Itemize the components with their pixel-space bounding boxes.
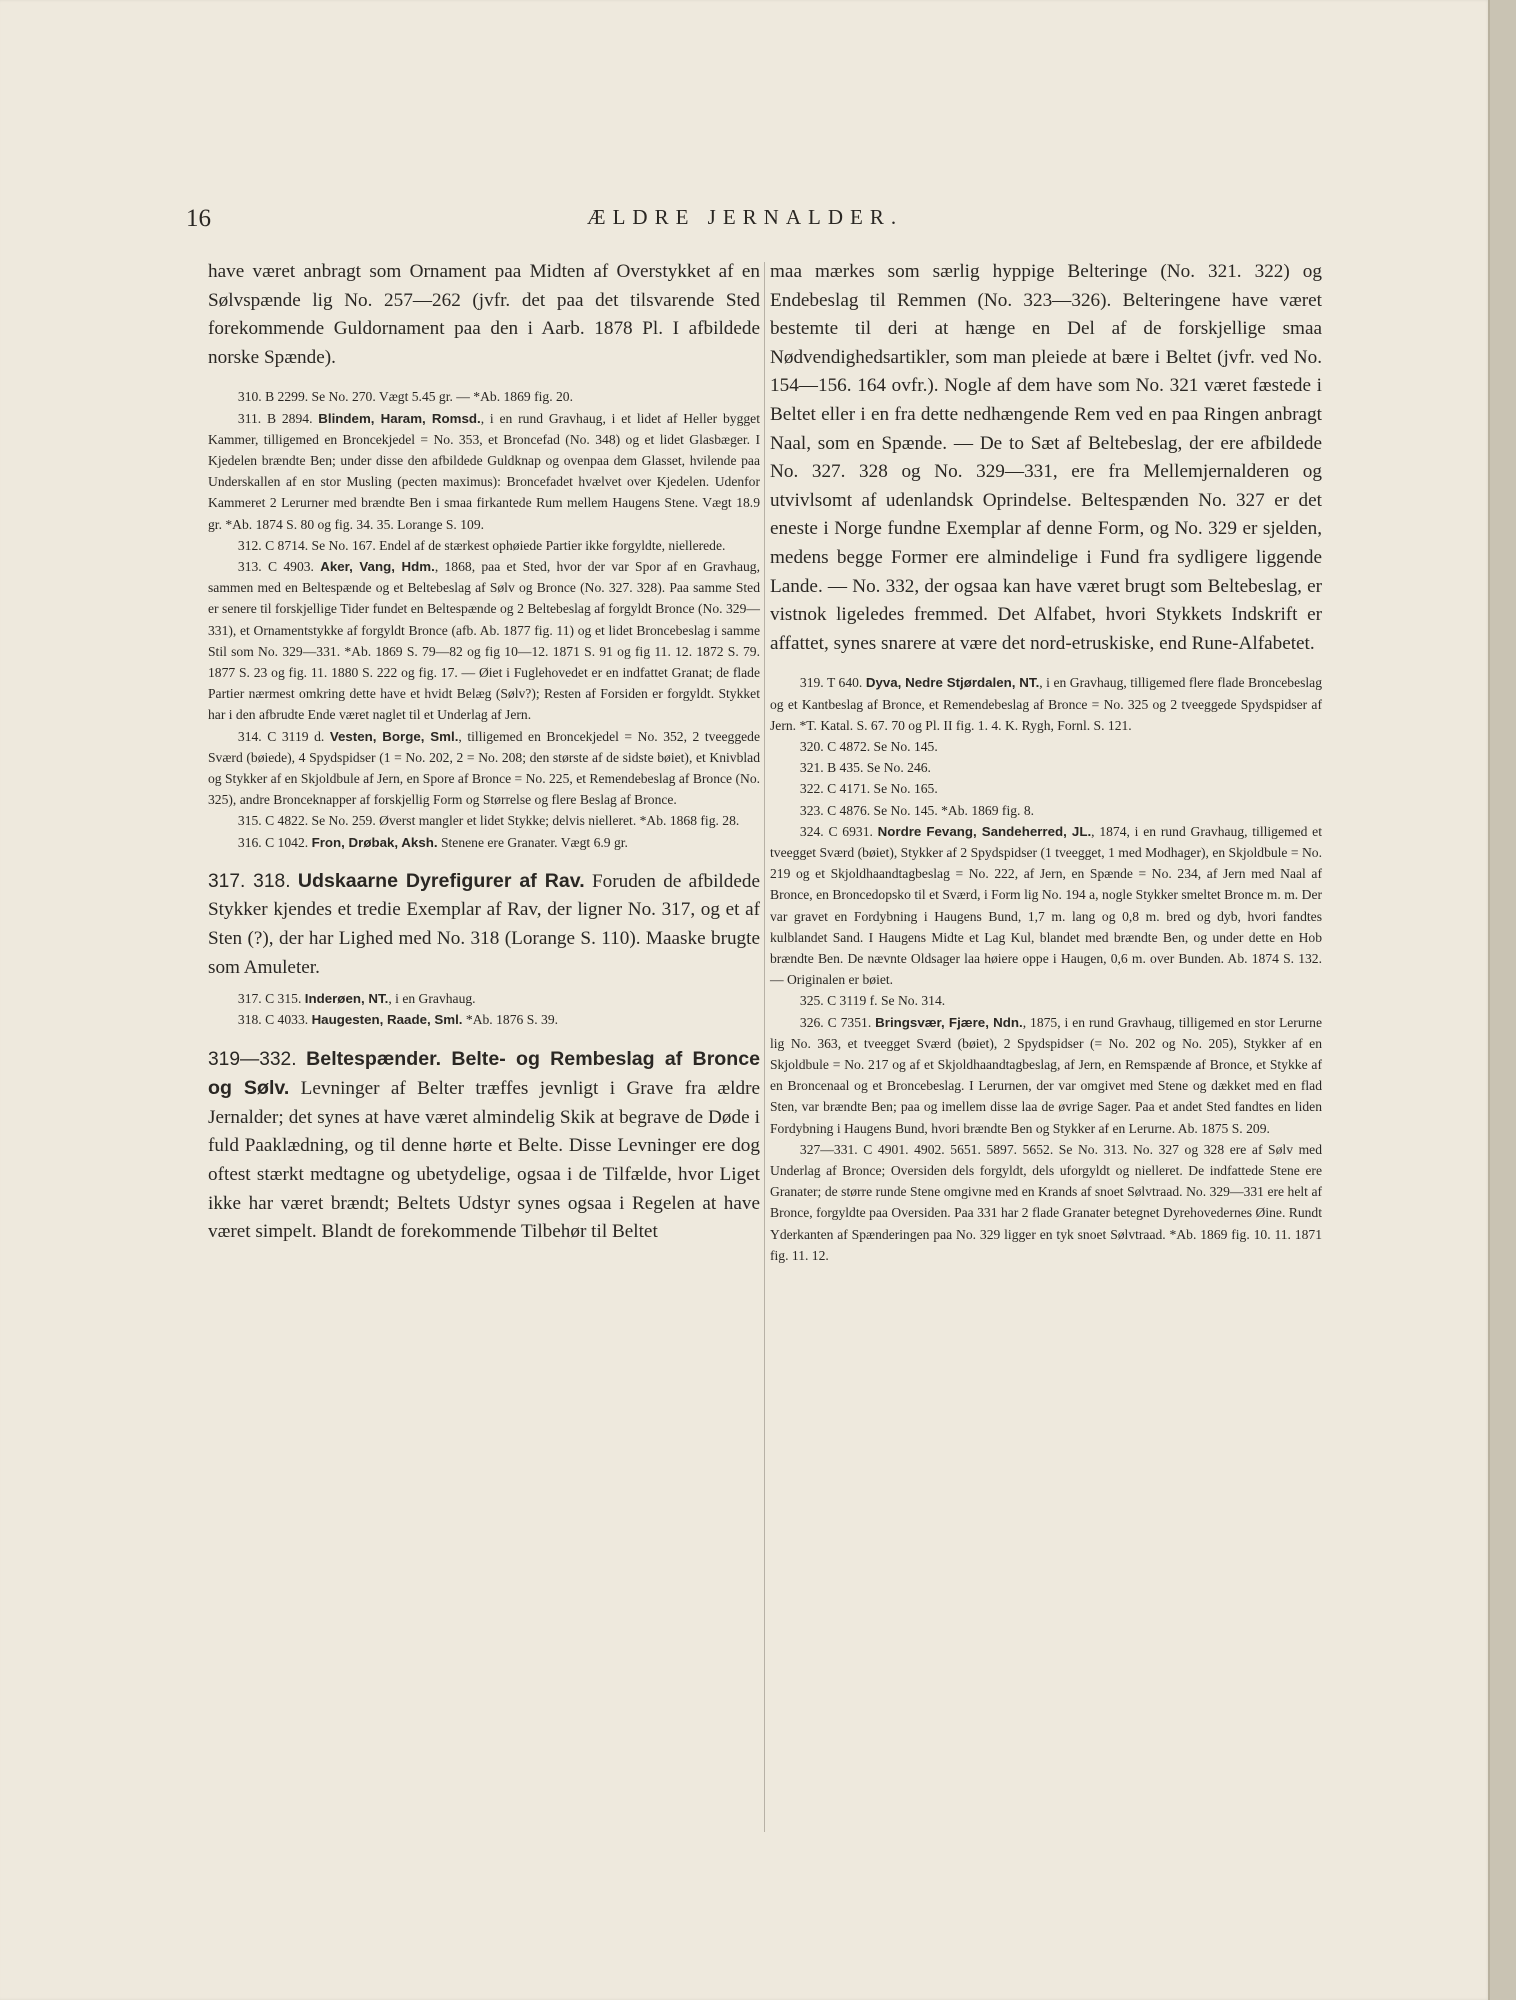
running-title: ÆLDRE JERNALDER.: [586, 205, 904, 229]
page-header: [180, 205, 1310, 239]
entry-312: 312. C 8714. Se No. 167. Endel af de stærkest ophøiede Partier ikke forgyldte, niellerede.: [237, 537, 726, 553]
section-number: 319—332.: [208, 1048, 297, 1070]
find-location: Vesten, Borge, Sml.: [329, 728, 459, 744]
find-location: Dyva, Nedre Stjørdalen, NT.: [865, 675, 1040, 691]
find-location: Blindem, Haram, Romsd.: [318, 410, 481, 426]
section-title: Udskaarne Dyrefigurer af Rav.: [297, 869, 585, 892]
entry-315: 315. C 4822. Se No. 259. Øverst mangler et lidet Stykke; delvis nielleret. *Ab. 1868 fig. 28.: [237, 813, 740, 829]
right-column: [770, 258, 1322, 1266]
find-location: Bringsvær, Fjære, Ndn.: [875, 1014, 1023, 1030]
entry-321: 321. B 435. Se No. 246.: [799, 760, 931, 776]
find-location: Nordre Fevang, Sandeherred, JL.: [877, 823, 1092, 839]
page-number: 16: [186, 205, 211, 232]
entry-323: 323. C 4876. Se No. 145. *Ab. 1869 fig. 8.: [799, 802, 1035, 818]
left-column: [208, 258, 760, 1247]
entry-320: 320. C 4872. Se No. 145.: [799, 738, 938, 754]
entry-319: 319. T 640. Dyva, Nedre Stjørdalen, NT., i en Gravhaug, tilligemed flere flade Broncebeslag og et Kantbeslag af Bronce, et Remendebeslag af Bronce = No. 325 og 2 tveeggede Spydspidser af Jern. *T. Katal. S. 67. 70 og Pl. II fig. 1. 4. K. Rygh, Fornl. S. 121.: [770, 675, 1322, 733]
entry-317: 317. C 315. Inderøen, NT., i en Gravhaug.: [237, 991, 476, 1007]
section-317-318: 317. 318. Udskaarne Dyrefigurer af Rav. Foruden de afbildede Stykker kjendes et tredie Exemplar af Rav, der ligner No. 317, og et af Sten (?), der har Lighed med No. 318 (Lorange S. 110). Maaske brugte som Amuleter.: [208, 869, 760, 978]
section-319-332: 319—332. Beltespænder. Belte- og Rembeslag af Bronce og Sølv. Levninger af Belter træffes jevnligt i Grave fra ældre Jernalder; det synes at have været almindelig Skik at begrave de Døde i fuld Paaklædning, og til denne hørte et Belte. Disse Levninger ere dog oftest stærkt medtagne og ubetydelige, ogsaa i de Tilfælde, hvor Liget ikke har været brændt; Beltets Udstyr synes ogsaa i Regelen at have været simpelt. Blandt de forekommende Tilbehør til Beltet: [208, 1047, 761, 1243]
entry-325: 325. C 3119 f. Se No. 314.: [799, 993, 946, 1009]
entry-313: 313. C 4903. Aker, Vang, Hdm., 1868, paa et Sted, hvor der var Spor af en Gravhaug, sammen med en Beltespænde og et Beltebeslag af Sølv og Bronce (No. 327. 328). Paa samme Sted er senere til forskjellige Tider fundet en Beltespænde og 2 Beltebeslag af forgyldt Bronce (No. 329—331), et Ornamentstykke af forgyldt Bronce (afb. Ab. 1877 fig. 11) og et lidet Broncebeslag i samme Stil som No. 329—331. *Ab. 1869 S. 79—82 og fig 10—12. 1871 S. 91 og fig 11. 12. 1872 S. 79. 1877 S. 23 og fig. 11. 1880 S. 222 og fig. 17. — Øiet i Fuglehovedet er en indfattet Granat; de flade Partier nærmest omkring dette have et hvidt Belæg (Sølv?); Resten af Forsiden er forgyldt. Stykket har i den afbrudte Ende været naglet til et Underlag af Jern.: [208, 559, 760, 723]
section-title: Beltespænder. Belte- og Rembeslag af Bronce og Sølv.: [208, 1047, 761, 1100]
entry-326: 326. C 7351. Bringsvær, Fjære, Ndn., 1875, i en rund Gravhaug, tilligemed en stor Lerurne lig No. 363, et tveegget Sværd (bøiet), 2 Spydspidser (= No. 202 og No. 205), Stykker af en Skjoldbule = No. 217 og af et Skjoldhaandtagbeslag, af Jern, en Remspænde af Bronce, et Stykke af en Broncenaal og et Broncebeslag. I Lerurnen, der var omgivet med Stene og dækket med en flad Sten, var brændte Ben; paa og imellem disse laa de øvrige Sager. Paa et andet Sted fandtes en liden Fordybning i Haugens Bund, hvori brændte Ben og Stykker af en Lerurne. Ab. 1875 S. 209.: [770, 1014, 1322, 1136]
find-location: Fron, Drøbak, Aksh.: [311, 834, 438, 850]
find-location: Aker, Vang, Hdm.: [320, 559, 435, 574]
entry-324: 324. C 6931. Nordre Fevang, Sandeherred, JL., 1874, i en rund Gravhaug, tilligemed et tveegget Sværd (bøiet), Stykker af 2 Spydspidser (1 tveegget, 1 med Modhager), en Skjoldbule = No. 219 og et Skjoldhaandtagbeslag = No. 222, af Jern, en Spænde = No. 234, af Jern med Naal af Bronce, en Broncedopsko til et Sværd, i Form lig No. 194 a, nogle Stykker smeltet Bronce m. m. Der var gravet en Fordybning i Haugens Bund, 1,7 m. lang og 0,8 m. bred og dyb, hvori fandtes kulblandet Sand. I Haugens Midte et Lag Kul, blandet med brændte Ben, og under dette en Hob brændte Ben. De nævnte Oldsager laa høiere oppe i Haugen, 0,6 m. over Bunden. Ab. 1874 S. 132. — Originalen er bøiet.: [770, 823, 1322, 988]
entry-311: 311. B 2894. Blindem, Haram, Romsd., i en rund Gravhaug, i et lidet af Heller bygget Kammer, tilligemed en Broncekjedel = No. 353, et Broncefad (No. 348) og et lidet Glasbæger. I Kjedelen brændte Ben; under disse den afbildede Guldknap og ovenpaa dem Glasset, hvilende paa Underskallen af en stor Musling (pecten maximus): Broncefadet hvælvet over Kjedelen. Udenfor Kammeret 2 Lerurner med brændte Ben i smaa firkantede Rum mellem Haugens Stene. Vægt 18.9 gr. *Ab. 1874 S. 80 og fig. 34. 35. Lorange S. 109.: [208, 410, 760, 532]
page-edge: [1490, 0, 1516, 2000]
paragraph: have været anbragt som Ornament paa Midten af Overstykket af en Sølvspænde lig No. 257—262 (jvfr. det paa det tilsvarende Sted forekommende Guldornament paa den i Aarb. 1878 Pl. I afbildede norske Spænde).: [208, 261, 760, 368]
paragraph: maa mærkes som særlig hyppige Belteringe (No. 321. 322) og Endebeslag til Remmen (No. 323—326). Belteringene have været bestemte til deri at hænge en Del af de forskjellige smaa Nødvendighedsartikler, som man pleiede at bære i Beltet (jvfr. ved No. 154—156. 164 ovfr.). Nogle af dem have som No. 321 været fæstede i Beltet eller i en fra dette nedhængende Rem ved en paa Ringen anbragt Naal, som en Spænde. — De to Sæt af Beltebeslag, der ere afbildede No. 327. 328 og No. 329—331, ere fra Mellemjernalderen og utvivlsomt af udenlandsk Oprindelse. Beltespænden No. 327 er det eneste i Norge fundne Exemplar af denne Form, og No. 329 er sjelden, medens begge Former ere almindelige i Fund fra sydligere liggende Lande. — No. 332, der ogsaa kan have været brugt som Beltebeslag, er vistnok ligeledes fremmed. Det Alfabet, hvori Stykkets Indskrift er affattet, synes snarere at være det nord-etruskiske, end Rune-Alfabetet.: [770, 261, 1322, 654]
entry-316: 316. C 1042. Fron, Drøbak, Aksh. Stenene ere Granater. Vægt 6.9 gr.: [237, 834, 628, 850]
section-number: 317. 318.: [208, 870, 291, 892]
entry-310: 310. B 2299. Se No. 270. Vægt 5.45 gr. — *Ab. 1869 fig. 20.: [237, 389, 573, 405]
find-location: Haugesten, Raade, Sml.: [311, 1012, 463, 1028]
find-location: Inderøen, NT.: [304, 991, 389, 1007]
entry-318: 318. C 4033. Haugesten, Raade, Sml. *Ab. 1876 S. 39.: [237, 1012, 559, 1028]
entry-327-331: 327—331. C 4901. 4902. 5651. 5897. 5652. Se No. 313. No. 327 og 328 ere af Sølv med Underlag af Bronce; Oversiden dels forgyldt, dels uforgyldt og nielleret. De indfattede Stene ere Granater; de større runde Stene omgivne med en Krands af snoet Sølvtraad. No. 329—331 ere helt af Bronce, forgyldte paa Oversiden. Paa 331 har 2 flade Granater betegnet Dyrehovedernes Øine. Rundt Yderkanten af Spænderingen paa No. 329 ligger en tyk snoet Sølvtraad. *Ab. 1869 fig. 10. 11. 1871 fig. 11. 12.: [770, 1141, 1322, 1263]
entry-314: 314. C 3119 d. Vesten, Borge, Sml., tilligemed en Broncekjedel = No. 352, 2 tveeggede Sværd (bøiede), 4 Spydspidser (1 = No. 202, 2 = No. 208; den største af de sidste bøiet), et Knivblad og Stykker af en Skjoldbule af Jern, en Spore af Bronce = No. 225, et Remendebeslag af Bronce (No. 325), andre Bronceknapper af forskjellig Form og Størrelse og flere Beslag af Bronce.: [208, 728, 761, 808]
entry-322: 322. C 4171. Se No. 165.: [799, 781, 938, 797]
column-divider: [764, 262, 765, 1832]
